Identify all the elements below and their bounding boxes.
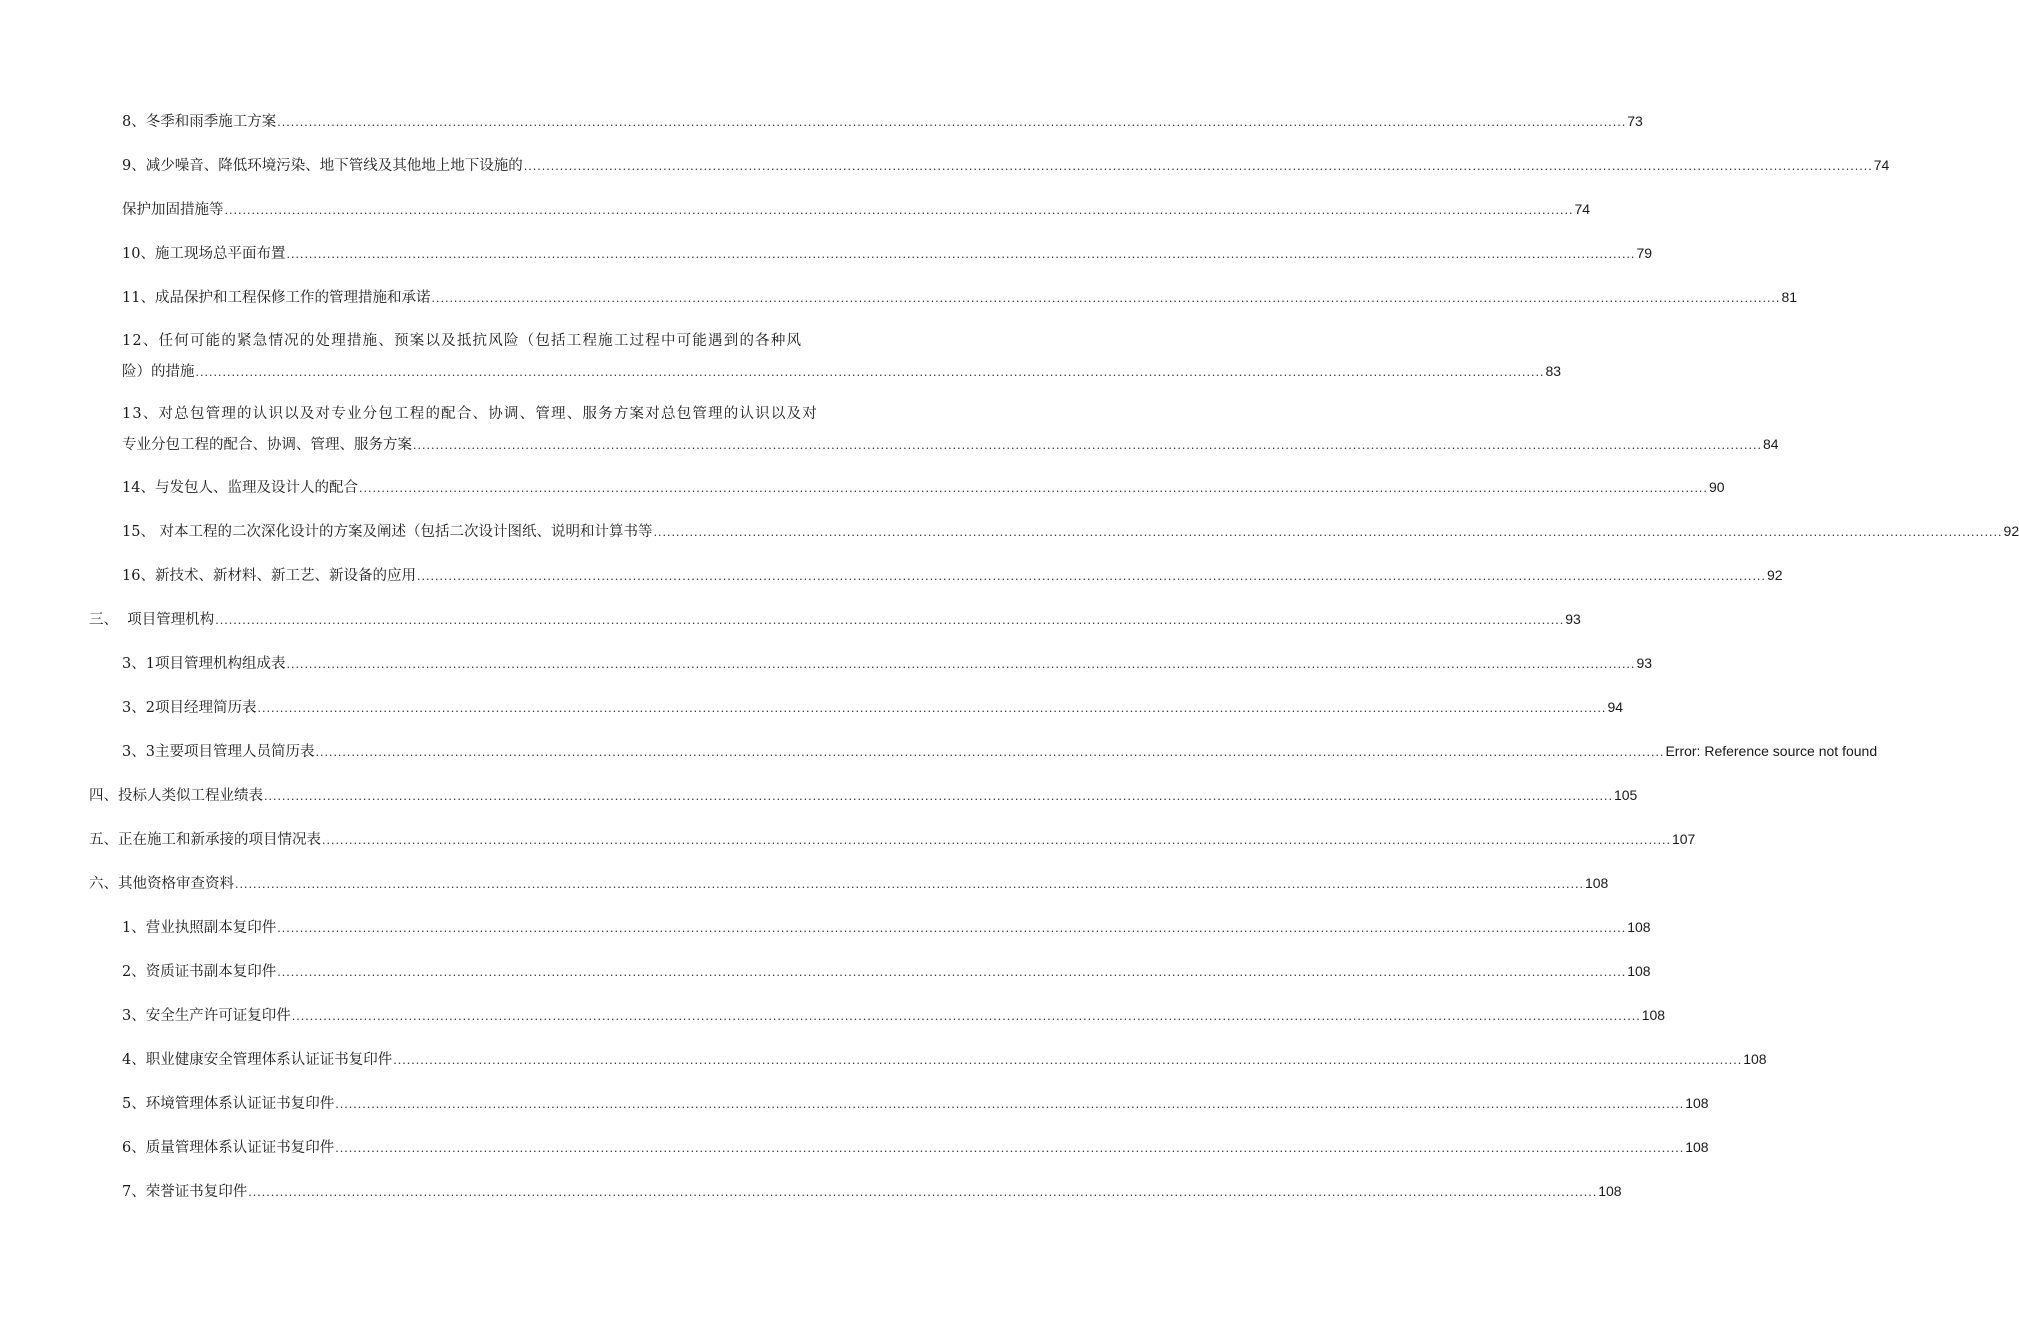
toc-entry-text: 三、 项目管理机构 xyxy=(89,612,215,628)
toc-entry-text: 11、成品保护和工程保修工作的管理措施和承诺 xyxy=(122,290,431,306)
leader-dots: ............................................................................................................................................................................................................................................................................................................ xyxy=(257,702,1607,715)
toc-entry-text: 15、 对本工程的二次深化设计的方案及阐述（包括二次设计图纸、说明和计算书等 xyxy=(122,524,653,540)
toc-entry[interactable] xyxy=(122,1000,1666,1030)
toc-entry[interactable] xyxy=(89,824,1696,854)
toc-entry-text: 6、质量管理体系认证证书复印件 xyxy=(122,1140,335,1156)
toc-entry-text: 六、其他资格审查资料 xyxy=(89,876,234,892)
leader-dots: ............................................................................................................................................................................................................................................................................................................ xyxy=(315,746,1665,759)
toc-entry-text-line1: 13、对总包管理的认识以及对专业分包工程的配合、协调、管理、服务方案对总包管理的认识以及对 xyxy=(122,406,818,422)
toc-entry[interactable] xyxy=(122,1132,1709,1162)
toc-entry[interactable] xyxy=(122,238,1653,268)
toc-page-number: 79 xyxy=(1636,245,1653,261)
leader-dots: ............................................................................................................................................................................................................................................................................................................ xyxy=(248,1186,1598,1199)
toc-page-number: 107 xyxy=(1671,831,1696,847)
leader-dots: ............................................................................................................................................................................................................................................................................................................ xyxy=(335,1098,1685,1111)
toc-page-number: 74 xyxy=(1574,201,1591,217)
leader-dots: ............................................................................................................................................................................................................................................................................................................ xyxy=(322,834,1671,847)
toc-page-number: 74 xyxy=(1873,157,1890,173)
toc-page-number: 81 xyxy=(1781,289,1798,305)
toc-entry-text: 7、荣誉证书复印件 xyxy=(122,1184,248,1200)
toc-entry[interactable] xyxy=(122,194,1591,224)
toc-entry[interactable] xyxy=(122,736,1878,766)
toc-entry-text: 3、1项目管理机构组成表 xyxy=(122,656,286,672)
toc-entry[interactable] xyxy=(122,956,1651,986)
toc-entry[interactable] xyxy=(122,1044,1767,1074)
toc-entry[interactable] xyxy=(122,516,2019,546)
toc-page-number: 94 xyxy=(1607,699,1624,715)
toc-entry[interactable] xyxy=(122,1176,1622,1206)
toc-page-number: 105 xyxy=(1613,787,1638,803)
toc-entry-text: 1、营业执照副本复印件 xyxy=(122,920,277,936)
leader-dots: ............................................................................................................................................................................................................................................................................................................ xyxy=(215,614,1565,627)
toc-entry[interactable] xyxy=(122,560,1783,590)
toc-page-number: 73 xyxy=(1627,113,1643,129)
toc-entry-text: 5、环境管理体系认证证书复印件 xyxy=(122,1096,335,1112)
leader-dots: ............................................................................................................................................................................................................................................................................................................ xyxy=(264,790,1613,803)
toc-entry[interactable] xyxy=(122,399,1779,459)
leader-dots: ............................................................................................................................................................................................................................................................................................................ xyxy=(413,439,1762,452)
toc-entry-text: 险）的措施 xyxy=(122,364,195,380)
toc-entry-text: 16、新技术、新材料、新工艺、新设备的应用 xyxy=(122,568,416,584)
leader-dots: ............................................................................................................................................................................................................................................................................................................ xyxy=(431,292,1781,305)
leader-dots: ............................................................................................................................................................................................................................................................................................................ xyxy=(653,526,2003,539)
toc-page-number: 108 xyxy=(1685,1139,1709,1155)
toc-page-number: 108 xyxy=(1627,919,1651,935)
toc-entry[interactable] xyxy=(89,780,1638,810)
toc-entry[interactable] xyxy=(122,150,1890,180)
toc-page-number: 90 xyxy=(1708,479,1725,495)
leader-dots: ............................................................................................................................................................................................................................................................................................................ xyxy=(195,366,1545,379)
leader-dots: ............................................................................................................................................................................................................................................................................................................ xyxy=(224,204,1574,217)
toc-entry-text: 10、施工现场总平面布置 xyxy=(122,246,286,262)
toc-entry-text: 4、职业健康安全管理体系认证证书复印件 xyxy=(122,1052,393,1068)
leader-dots: ............................................................................................................................................................................................................................................................................................................ xyxy=(358,482,1708,495)
toc-entry-text: 五、正在施工和新承接的项目情况表 xyxy=(89,832,321,848)
toc-entry[interactable] xyxy=(122,648,1653,678)
toc-entry-text: 专业分包工程的配合、协调、管理、服务方案 xyxy=(122,437,412,453)
leader-dots: ............................................................................................................................................................................................................................................................................................................ xyxy=(291,1010,1641,1023)
leader-dots: ............................................................................................................................................................................................................................................................................................................ xyxy=(416,570,1766,583)
toc-page-number: 93 xyxy=(1565,611,1581,627)
leader-dots: ............................................................................................................................................................................................................................................................................................................ xyxy=(335,1142,1685,1155)
toc-entry[interactable] xyxy=(122,692,1624,722)
toc-entry-text: 2、资质证书副本复印件 xyxy=(122,964,277,980)
leader-dots: ............................................................................................................................................................................................................................................................................................................ xyxy=(393,1054,1743,1067)
toc-page-number: Error: Reference source not found xyxy=(1665,743,1878,759)
toc-page-number: 92 xyxy=(1766,567,1783,583)
toc-page-number: 108 xyxy=(1627,963,1651,979)
toc-entry[interactable] xyxy=(122,282,1798,312)
toc-entry-text: 3、安全生产许可证复印件 xyxy=(122,1008,291,1024)
toc-page-number: 108 xyxy=(1743,1051,1767,1067)
toc-page-number: 108 xyxy=(1641,1007,1666,1023)
toc-entry[interactable] xyxy=(122,472,1725,502)
toc-page-number: 83 xyxy=(1545,363,1562,379)
toc-entry-text: 8、冬季和雨季施工方案 xyxy=(122,114,277,130)
toc-page-number: 92 xyxy=(2003,523,2019,539)
toc-page-number: 108 xyxy=(1685,1095,1709,1111)
toc-page-number: 108 xyxy=(1584,875,1609,891)
toc-page-number: 108 xyxy=(1598,1183,1622,1199)
toc-entry-text-line1: 12、任何可能的紧急情况的处理措施、预案以及抵抗风险（包括工程施工过程中可能遇到的各种风 xyxy=(122,333,803,349)
toc-entry-text: 3、2项目经理简历表 xyxy=(122,700,257,716)
toc-entry-text: 9、减少噪音、降低环境污染、地下管线及其他地上地下设施的 xyxy=(122,158,523,174)
toc-entry[interactable] xyxy=(122,912,1651,942)
toc-entry[interactable] xyxy=(122,326,1562,386)
toc-page-number: 84 xyxy=(1762,436,1779,452)
toc-entry-text: 3、3主要项目管理人员简历表 xyxy=(122,744,315,760)
toc-entry-text: 四、投标人类似工程业绩表 xyxy=(89,788,263,804)
toc-entry[interactable] xyxy=(122,1088,1709,1118)
toc-entry-text: 保护加固措施等 xyxy=(122,202,224,218)
leader-dots: ............................................................................................................................................................................................................................................................................................................ xyxy=(235,878,1584,891)
toc-entry[interactable] xyxy=(89,868,1609,898)
toc-page-number: 93 xyxy=(1636,655,1653,671)
toc-entry-text: 14、与发包人、监理及设计人的配合 xyxy=(122,480,358,496)
leader-dots: ............................................................................................................................................................................................................................................................................................................ xyxy=(277,966,1627,979)
leader-dots: ............................................................................................................................................................................................................................................................................................................ xyxy=(277,922,1627,935)
leader-dots: ............................................................................................................................................................................................................................................................................................................ xyxy=(523,160,1873,173)
toc-entry[interactable] xyxy=(89,604,1581,634)
leader-dots: ............................................................................................................................................................................................................................................................................................................ xyxy=(286,658,1636,671)
leader-dots: ............................................................................................................................................................................................................................................................................................................ xyxy=(286,248,1636,261)
leader-dots: ............................................................................................................................................................................................................................................................................................................ xyxy=(277,116,1627,129)
toc-entry[interactable] xyxy=(122,106,1643,136)
